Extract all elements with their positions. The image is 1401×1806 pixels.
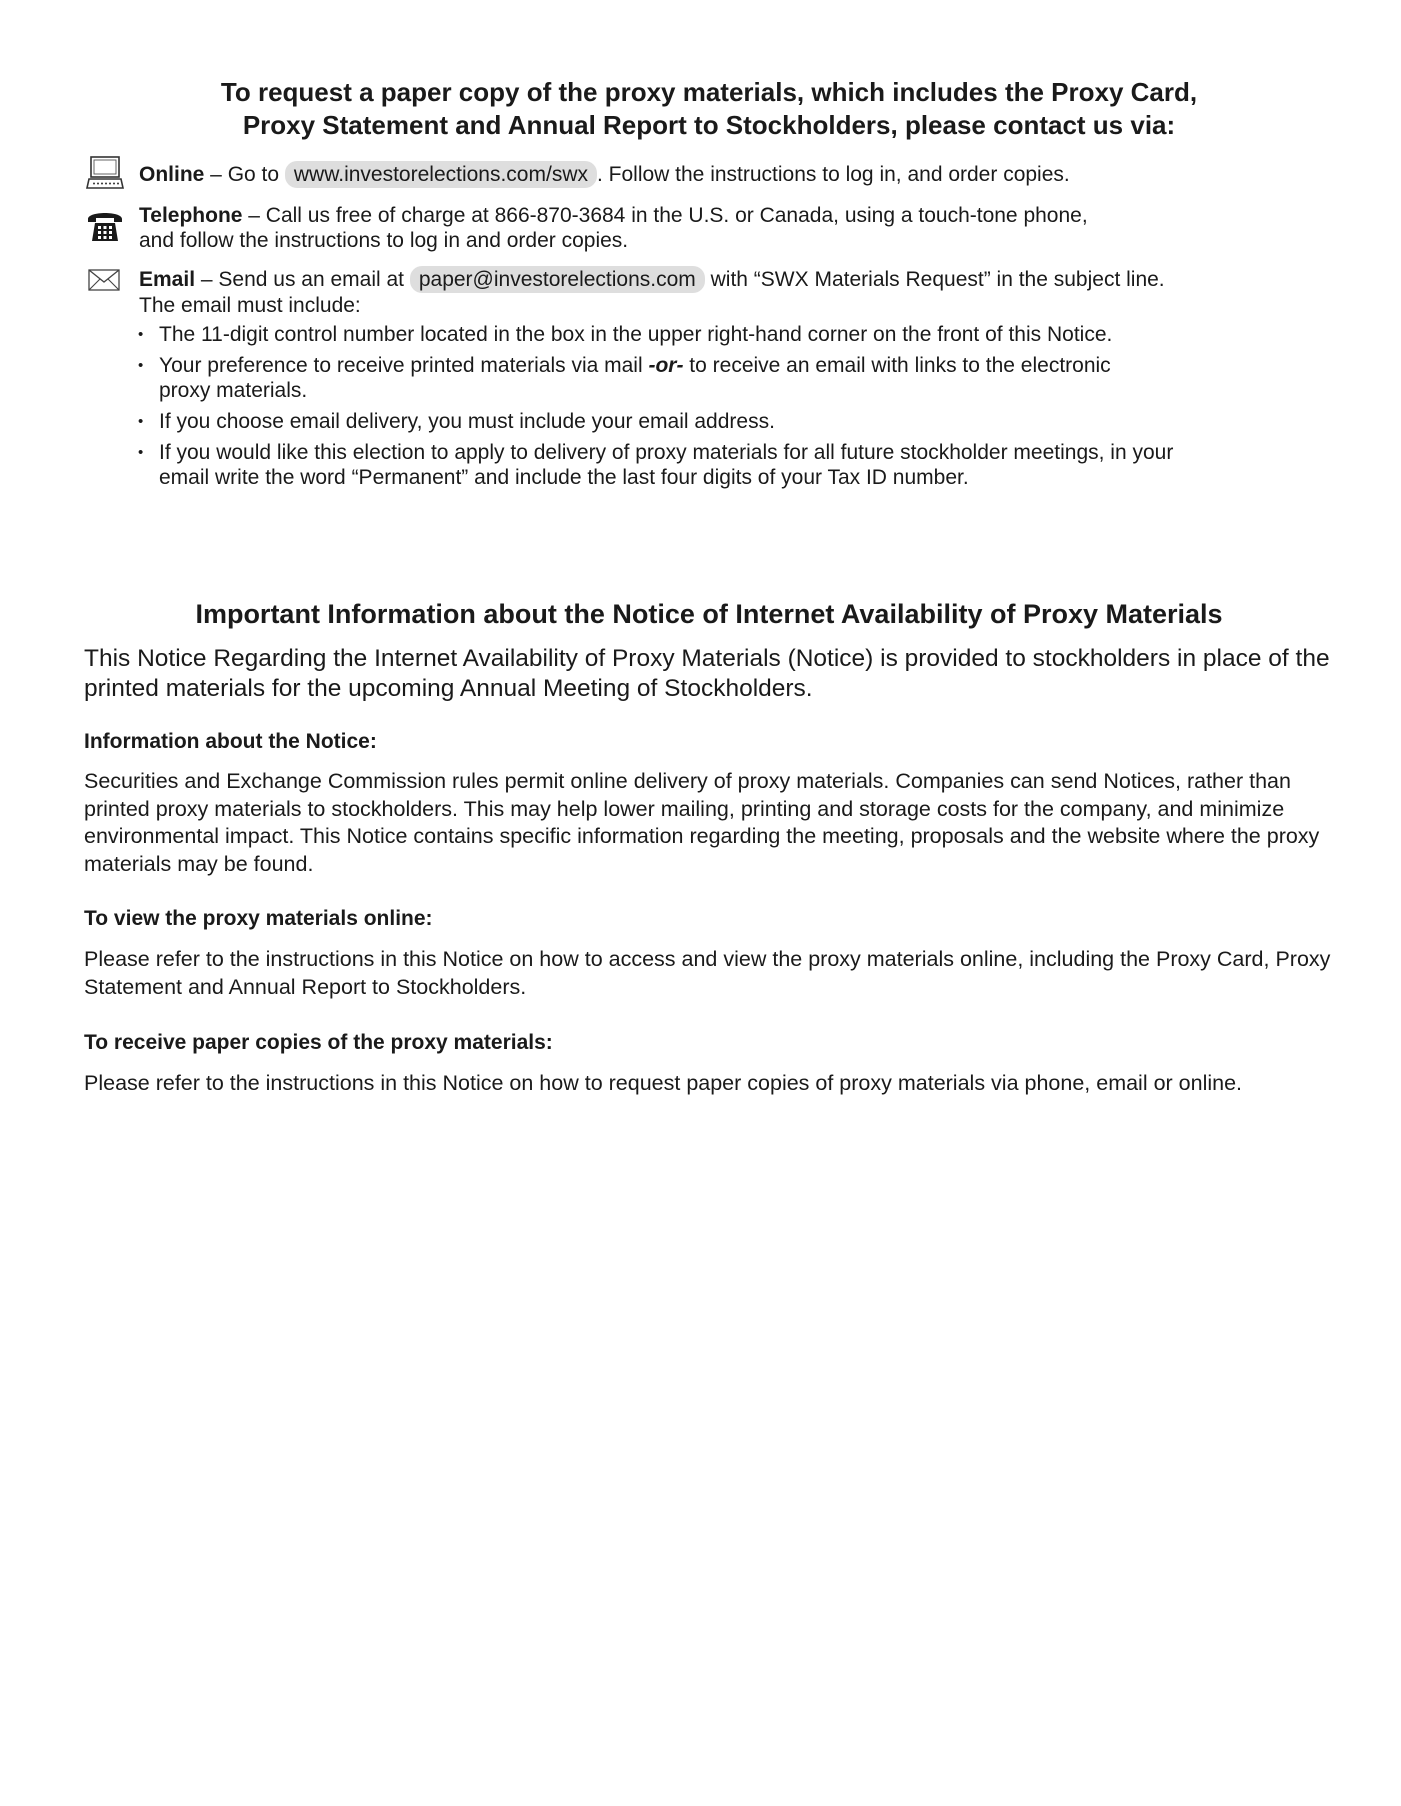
request-heading [84,76,1334,142]
telephone-line2-text: and follow the instructions to log in and order copies. [139,229,629,252]
email-line2-text: The email must include: [139,294,361,317]
bullet-preference-line2: proxy materials. [159,379,308,402]
contact-telephone [84,203,1334,258]
telephone-label: Telephone [139,204,243,227]
bullet-preference-before: Your preference to receive printed materials via mail [159,354,649,377]
telephone-icon [86,207,124,243]
contact-email [84,266,1334,321]
online-after-text: . Follow the instructions to log in, and order copies. [596,163,1070,186]
bullet-preference-or: -or- [648,354,684,377]
request-heading-line2: Proxy Statement and Annual Report to Stockholders, please contact us via: [242,110,1176,140]
view-online-heading: To view the proxy materials online: [84,907,433,930]
bullet-preference-line1 [159,353,1337,378]
about-notice-heading: Information about the Notice: [84,730,377,753]
bullet-permanent-line1: • If you would like this election to apply to delivery of proxy materials for all future stockholder meetings, in your [159,441,1174,464]
bullet-permanent-line2: email write the word “Permanent” and include the last four digits of your Tax ID number. [159,466,969,489]
computer-icon [86,155,124,191]
online-dash-text: – Go to [204,163,285,186]
email-after-text: with “SWX Materials Request” in the subject line. [704,268,1165,291]
paper-copies-heading: To receive paper copies of the proxy materials: [84,1031,553,1054]
bullet-control-number: The 11-digit control number located in the box in the upper right-hand corner on the front of this Notice. [159,323,1113,346]
bullet-preference-after: to receive an email with links to the electronic [683,354,1111,377]
email-text [139,266,1334,318]
email-line1 [139,266,1334,293]
list-item [137,440,1337,490]
email-requirements-list [137,322,1337,496]
telephone-line1-text: – Call us free of charge at 866-870-3684 in the U.S. or Canada, using a touch-tone phone, [242,204,1088,227]
online-label: Online [139,163,205,186]
telephone-text [139,203,1334,253]
email-address-link[interactable]: paper@investorelections.com [410,266,705,293]
request-heading-line1: To request a paper copy of the proxy materials, which includes the Proxy Card, [220,77,1198,107]
email-dash-text: – Send us an email at [195,268,410,291]
list-item [137,322,1337,347]
email-label: Email [139,268,196,291]
important-info-title: Important Information about the Notice of Internet Availability of Proxy Materials [195,599,1223,629]
contact-online [84,155,1334,195]
online-text [139,161,1334,188]
online-url-link[interactable]: www.investorelections.com/swx [285,161,597,188]
telephone-line1 [139,203,1334,228]
important-info-intro: This Notice Regarding the Internet Availability of Proxy Materials (Notice) is provided to stockholders in place of the printed materials for the upcoming Annual Meeting of Stockholders. [84,645,1330,702]
view-online-text: Please refer to the instructions in this Notice on how to access and view the proxy materials online, including the Proxy Card, Proxy Statement and Annual Report to Stockholders. [84,947,1331,999]
paper-copies-text: Please refer to the instructions in this Notice on how to request paper copies of proxy materials via phone, email or online. [84,1071,1243,1095]
about-notice-text: Securities and Exchange Commission rules permit online delivery of proxy materials. Companies can send Notices, rather than printed proxy materials to stockholders. This may help lower mailing, printing and storage costs for the company, and minimize environmental impact. This Notice contains specific information regarding the meeting, proposals and the website where the proxy materials may be found. [84,769,1320,876]
bullet-email-address: If you choose email delivery, you must include your email address. [159,410,775,433]
list-item [137,409,1337,434]
list-item [137,353,1337,403]
envelope-icon [86,266,124,302]
